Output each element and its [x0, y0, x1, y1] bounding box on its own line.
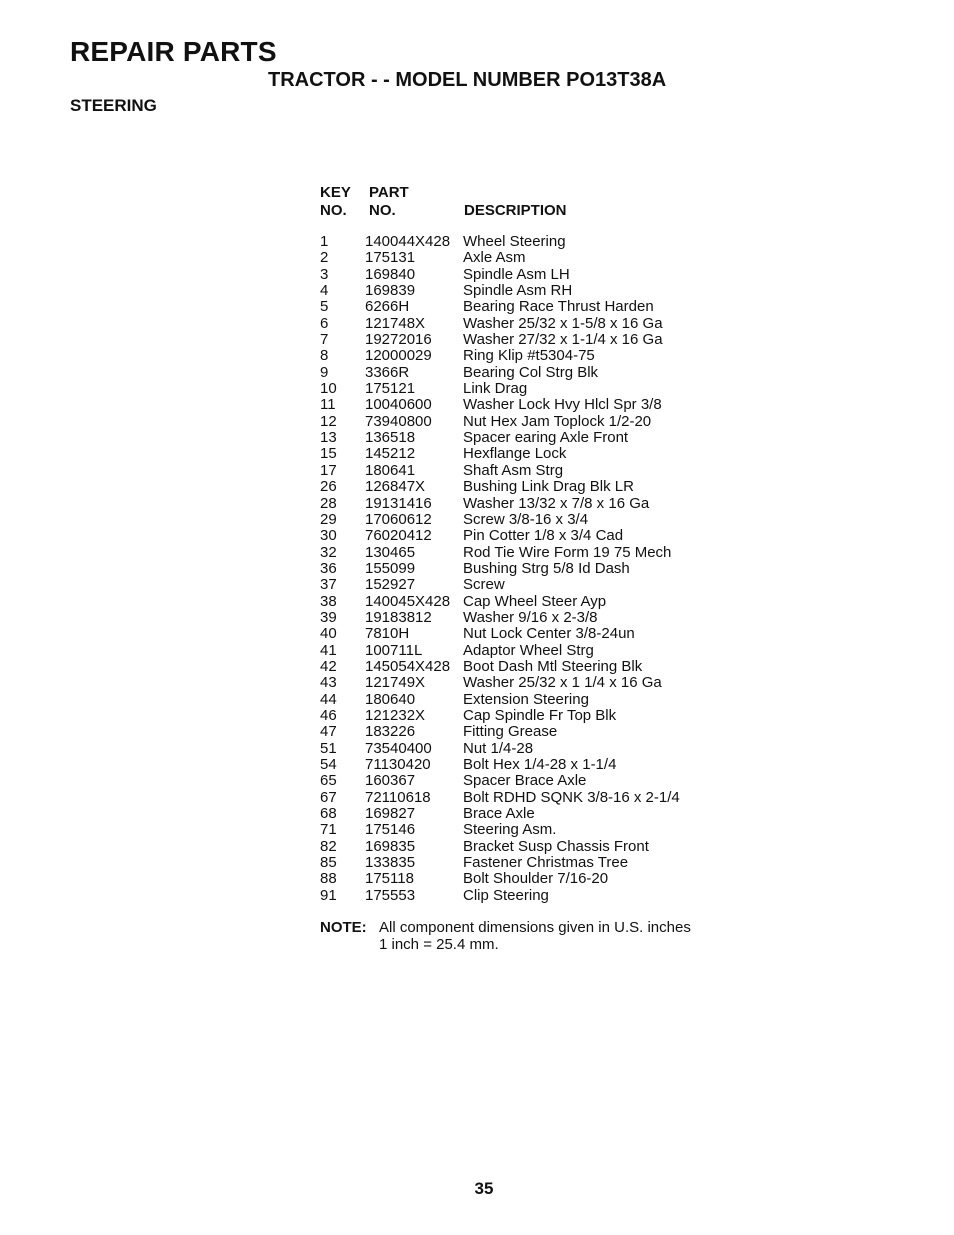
key-no-cell: 54 — [320, 756, 337, 773]
part-no-cell: 12000029 — [365, 347, 432, 365]
part-no-cell: 121232X — [365, 706, 426, 724]
table-row — [320, 561, 750, 577]
description-cell: Hexflange Lock — [463, 445, 567, 463]
part-no-cell: 19272016 — [365, 331, 432, 349]
key-no-cell: 38 — [320, 592, 337, 610]
part-no-cell: 140045X428 — [365, 592, 451, 610]
part-no-cell: 73540400 — [365, 739, 432, 757]
description-cell: Pin Cotter 1/8 x 3/4 Cad — [463, 527, 624, 545]
key-no-cell: 17 — [320, 461, 337, 479]
key-no-cell: 12 — [320, 412, 337, 430]
note-label: NOTE: — [320, 919, 367, 936]
key-header-line1: KEY — [320, 184, 351, 201]
table-row — [320, 871, 750, 887]
part-no-cell: 7810H — [365, 625, 410, 643]
key-no-cell: 42 — [320, 657, 337, 675]
description-cell: Screw — [463, 576, 505, 594]
description-cell: Washer Lock Hvy Hlcl Spr 3/8 — [463, 396, 662, 414]
part-no-cell: 19131416 — [365, 494, 432, 512]
description-cell: Washer 25/32 x 1-5/8 x 16 Ga — [463, 314, 663, 332]
description-cell: Brace Axle — [463, 805, 535, 823]
table-row — [320, 397, 750, 413]
table-row — [320, 839, 750, 855]
part-no-cell: 10040600 — [365, 396, 432, 414]
section-heading: STEERING — [70, 96, 157, 115]
part-no-cell: 180640 — [365, 690, 416, 708]
description-cell: Spindle Asm LH — [463, 265, 570, 283]
description-cell: Extension Steering — [463, 690, 589, 708]
key-no-cell: 51 — [320, 739, 337, 757]
table-row — [320, 545, 750, 561]
part-no-cell: 130465 — [365, 543, 416, 561]
table-row — [320, 675, 750, 691]
table-row — [320, 626, 750, 642]
table-row — [320, 822, 750, 838]
key-no-cell: 71 — [320, 821, 337, 839]
table-row — [320, 479, 750, 495]
key-no-cell: 15 — [320, 445, 337, 463]
description-cell: Bolt RDHD SQNK 3/8-16 x 2-1/4 — [463, 788, 680, 806]
part-no-cell: 3366R — [365, 363, 410, 381]
key-no-cell: 28 — [320, 494, 337, 512]
key-no-cell: 47 — [320, 723, 337, 741]
part-no-cell: 169839 — [365, 282, 416, 300]
table-row — [320, 365, 750, 381]
part-no-cell: 183226 — [365, 723, 416, 741]
description-cell: Ring Klip #t5304-75 — [463, 347, 595, 365]
part-no-cell: 175146 — [365, 821, 416, 839]
key-no-cell: 41 — [320, 641, 337, 659]
description-cell: Bearing Race Thrust Harden — [463, 298, 654, 316]
table-row — [320, 250, 750, 266]
page-title: REPAIR PARTS — [70, 36, 277, 67]
table-row — [320, 316, 750, 332]
key-no-cell: 6 — [320, 314, 329, 332]
table-row — [320, 741, 750, 757]
part-no-cell: 140044X428 — [365, 233, 451, 250]
description-cell: Cap Spindle Fr Top Blk — [463, 706, 617, 724]
table-row — [320, 332, 750, 348]
part-no-cell: 145054X428 — [365, 657, 451, 675]
key-no-cell: 29 — [320, 510, 337, 528]
description-cell: Bushing Strg 5/8 Id Dash — [463, 559, 630, 577]
key-no-cell: 67 — [320, 788, 337, 806]
description-cell: Washer 27/32 x 1-1/4 x 16 Ga — [463, 331, 663, 349]
key-no-cell: 32 — [320, 543, 337, 561]
description-cell: Bolt Hex 1/4-28 x 1-1/4 — [463, 756, 617, 773]
parts-table — [320, 184, 750, 904]
part-no-cell: 121749X — [365, 674, 426, 692]
part-no-cell: 71130420 — [365, 756, 431, 773]
table-row — [320, 463, 750, 479]
key-no-cell: 13 — [320, 429, 337, 447]
description-cell: Spacer Brace Axle — [463, 772, 587, 790]
part-no-cell: 72110618 — [365, 788, 431, 806]
part-no-cell: 145212 — [365, 445, 416, 463]
table-row — [320, 855, 750, 871]
description-cell: Adaptor Wheel Strg — [463, 641, 594, 659]
key-no-cell: 40 — [320, 625, 337, 643]
part-no-cell: 160367 — [365, 772, 416, 790]
part-no-cell: 133835 — [365, 854, 416, 872]
key-no-cell: 10 — [320, 380, 337, 398]
table-row — [320, 267, 750, 283]
part-no-cell: 169835 — [365, 837, 416, 855]
part-no-cell: 136518 — [365, 429, 416, 447]
key-no-cell: 39 — [320, 608, 337, 626]
key-no-cell: 26 — [320, 478, 337, 496]
description-cell: Axle Asm — [463, 249, 526, 267]
table-row — [320, 610, 750, 626]
table-row — [320, 594, 750, 610]
table-row — [320, 496, 750, 512]
table-row — [320, 806, 750, 822]
description-cell: Nut 1/4-28 — [463, 739, 534, 757]
table-row — [320, 414, 750, 430]
key-no-cell: 2 — [320, 249, 329, 267]
table-row — [320, 381, 750, 397]
part-no-cell: 169840 — [365, 265, 416, 283]
description-cell: Fitting Grease — [463, 723, 558, 741]
part-no-cell: 180641 — [365, 461, 416, 479]
description-cell: Fastener Christmas Tree — [463, 854, 629, 872]
parts-table-header — [320, 184, 750, 234]
part-no-cell: 155099 — [365, 559, 416, 577]
key-no-cell: 30 — [320, 527, 337, 545]
description-cell: Cap Wheel Steer Ayp — [463, 592, 607, 610]
description-cell: Clip Steering — [463, 886, 549, 904]
table-row — [320, 446, 750, 462]
description-cell: Screw 3/8-16 x 3/4 — [463, 510, 589, 528]
table-row — [320, 659, 750, 675]
part-no-cell: 17060612 — [365, 510, 432, 528]
key-no-cell: 11 — [320, 396, 336, 414]
table-row — [320, 708, 750, 724]
table-row — [320, 299, 750, 315]
table-row — [320, 348, 750, 364]
key-no-cell: 91 — [320, 886, 337, 904]
part-no-cell: 6266H — [365, 298, 410, 316]
key-no-cell: 88 — [320, 870, 337, 888]
description-cell: Shaft Asm Strg — [463, 461, 564, 479]
description-header: DESCRIPTION — [464, 202, 567, 219]
key-no-cell: 68 — [320, 805, 337, 823]
table-row — [320, 234, 750, 250]
table-row — [320, 430, 750, 446]
table-row — [320, 790, 750, 806]
key-header-line2: NO. — [320, 202, 347, 219]
table-row — [320, 577, 750, 593]
part-no-cell: 175118 — [365, 870, 414, 888]
description-cell: Bolt Shoulder 7/16-20 — [463, 870, 609, 888]
table-row — [320, 724, 750, 740]
part-no-cell: 76020412 — [365, 527, 432, 545]
part-no-cell: 169827 — [365, 805, 416, 823]
table-row — [320, 512, 750, 528]
key-no-cell: 65 — [320, 772, 337, 790]
key-no-cell: 46 — [320, 706, 337, 724]
key-no-cell: 44 — [320, 690, 337, 708]
part-no-cell: 121748X — [365, 314, 426, 332]
part-no-cell: 152927 — [365, 576, 416, 594]
table-row — [320, 773, 750, 789]
part-no-cell: 73940800 — [365, 412, 432, 430]
key-no-cell: 4 — [320, 282, 329, 300]
description-cell: Bearing Col Strg Blk — [463, 363, 599, 381]
part-no-cell: 19183812 — [365, 608, 432, 626]
note-line-1: All component dimensions given in U.S. inches — [379, 919, 691, 936]
key-no-cell: 43 — [320, 674, 337, 692]
description-cell: Wheel Steering — [463, 233, 566, 250]
description-cell: Washer 9/16 x 2-3/8 — [463, 608, 598, 626]
key-no-cell: 8 — [320, 347, 329, 365]
note-line-2: 1 inch = 25.4 mm. — [379, 935, 499, 953]
part-no-cell: 126847X — [365, 478, 426, 496]
key-no-cell: 3 — [320, 265, 329, 283]
key-no-cell: 1 — [320, 233, 329, 250]
model-subtitle: TRACTOR - - MODEL NUMBER PO13T38A — [268, 69, 667, 91]
description-cell: Washer 13/32 x 7/8 x 16 Ga — [463, 494, 650, 512]
part-no-cell: 100711L — [365, 641, 423, 659]
description-cell: Bracket Susp Chassis Front — [463, 837, 649, 855]
key-no-cell: 7 — [320, 331, 329, 349]
key-no-cell: 36 — [320, 559, 337, 577]
description-cell: Nut Hex Jam Toplock 1/2-20 — [463, 412, 652, 430]
description-cell: Link Drag — [463, 380, 528, 398]
table-row — [320, 283, 750, 299]
description-cell: Spindle Asm RH — [463, 282, 573, 300]
key-no-cell: 85 — [320, 854, 337, 872]
key-no-cell: 9 — [320, 363, 329, 381]
part-header-line1: PART — [369, 184, 409, 201]
part-no-cell: 175553 — [365, 886, 416, 904]
description-cell: Nut Lock Center 3/8-24un — [463, 625, 635, 643]
page-number: 35 — [474, 1179, 494, 1198]
key-no-cell: 82 — [320, 837, 337, 855]
table-row — [320, 528, 750, 544]
part-no-cell: 175121 — [365, 380, 416, 398]
description-cell: Washer 25/32 x 1 1/4 x 16 Ga — [463, 674, 662, 692]
table-row — [320, 888, 750, 904]
description-cell: Bushing Link Drag Blk LR — [463, 478, 634, 496]
parts-table-body — [320, 234, 750, 904]
part-header-line2: NO. — [369, 202, 396, 219]
description-cell: Boot Dash Mtl Steering Blk — [463, 657, 643, 675]
description-cell: Steering Asm. — [463, 821, 557, 839]
part-no-cell: 175131 — [365, 249, 416, 267]
table-row — [320, 692, 750, 708]
table-row — [320, 757, 750, 773]
key-no-cell: 5 — [320, 298, 329, 316]
table-row — [320, 643, 750, 659]
description-cell: Rod Tie Wire Form 19 75 Mech — [463, 543, 672, 561]
description-cell: Spacer earing Axle Front — [463, 429, 629, 447]
key-no-cell: 37 — [320, 576, 337, 594]
